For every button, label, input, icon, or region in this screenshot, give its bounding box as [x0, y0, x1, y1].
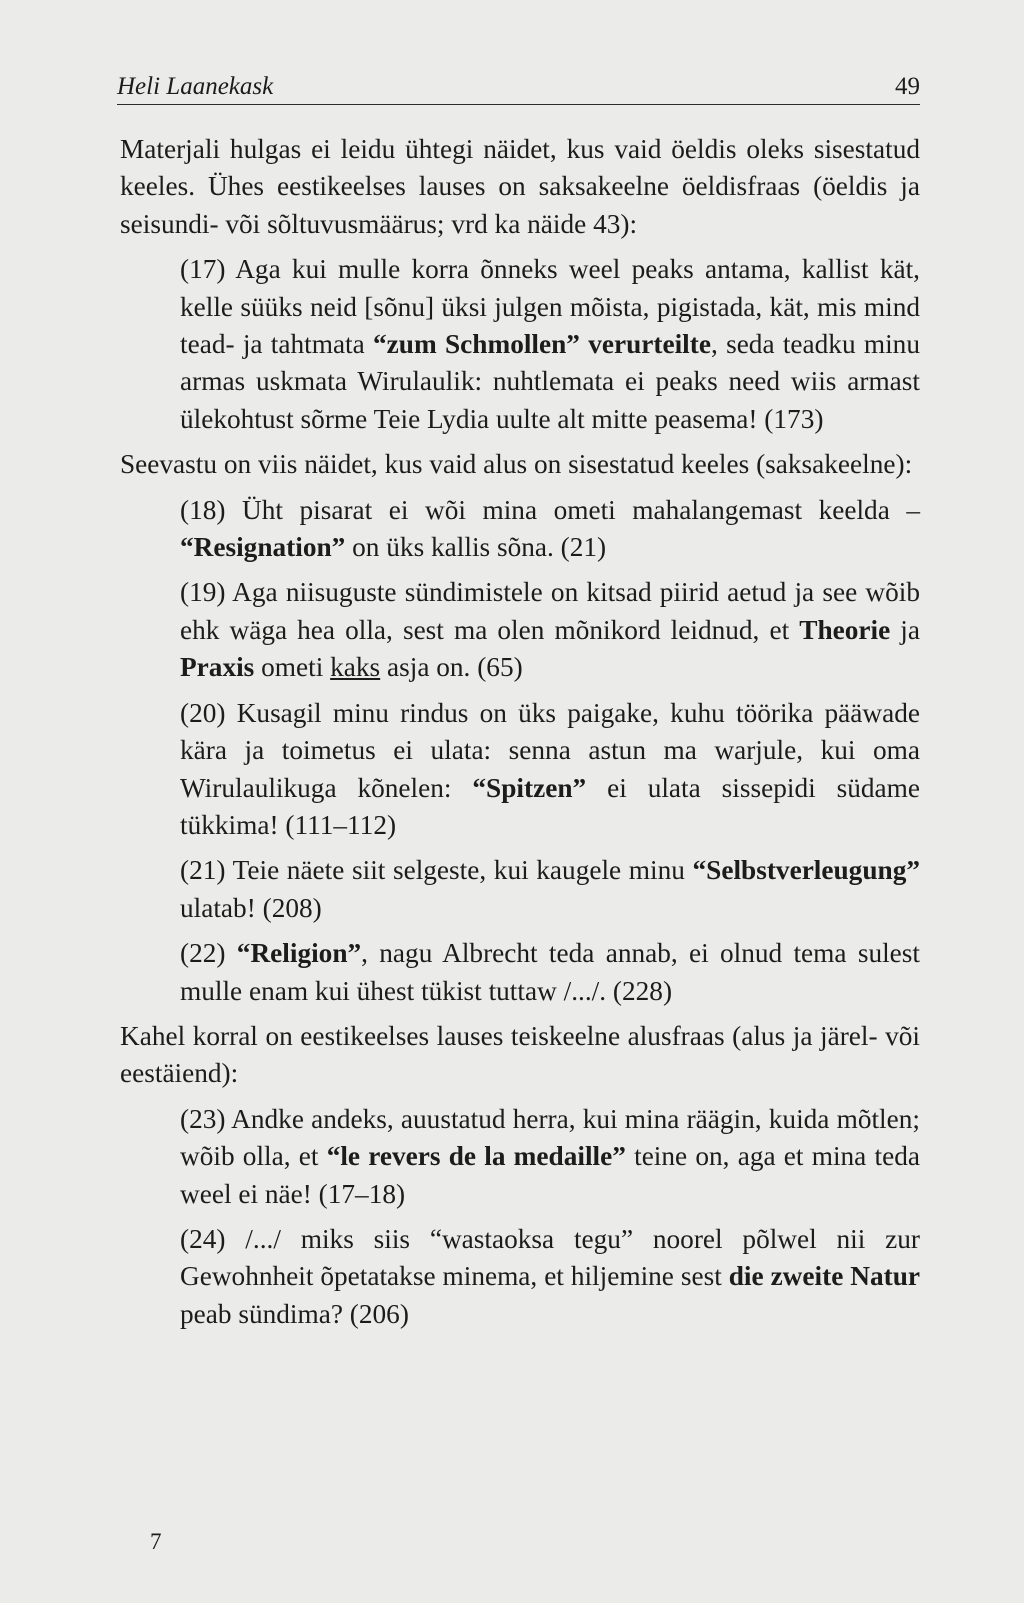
paragraph-intro-1: Materjali hulgas ei leidu ühtegi näidet, kus vaid öeldis oleks sisestatud keeles. Ühes eestikeelses lauses on saksakeelne öeldisfraas (öeldis ja seisundi- või sõltuvusmäärus; vrd ka näide 43): [120, 134, 920, 239]
foreign-phrase: “le revers de la medaille” [326, 1141, 626, 1172]
example-number: (24) [180, 1223, 226, 1254]
example-text: Kusagil minu rindus on üks paigake, kuhu töörika pääwade kära ja toimetus ei ulata: senna astun ma warjule, kui oma Wirulaulikuga kõnelen: [180, 697, 920, 803]
example-text: Aga kui mulle korra õnneks weel peaks antama, kallist kät, kelle süüks neid [sõnu] üksi julgen mõista, pigistada, kät, mis mind tead- ja tahtmata [180, 254, 920, 360]
example-text: Andke andeks, auustatud herra, kui mina räägin, kuida mõtlen; wõib olla, et [180, 1103, 920, 1172]
example-18 [180, 492, 920, 567]
foreign-phrase: “Resignation” [180, 532, 346, 563]
example-text: Aga niisuguste sündimistele on kitsad piirid aetud ja see wõib ehk wäga hea olla, sest ma olen mõnikord leidnud, et [180, 577, 920, 645]
example-23 [180, 1101, 920, 1213]
signature-mark: 7 [150, 1529, 162, 1554]
example-number: (18) [180, 494, 226, 525]
example-text: ei ulata sissepidi südame tükkima! (111–112) [180, 772, 920, 840]
example-text: , nagu Albrecht teda annab, ei olnud tema sulest mulle enam kui ühest tükist tuttaw /.../. (228) [180, 938, 921, 1006]
example-number: (20) [180, 697, 226, 728]
example-text: on üks kallis sõna. (21) [345, 532, 607, 563]
example-text: ometi [254, 652, 331, 683]
example-text: teine on, aga et mina teda weel ei näe! (17–18) [180, 1141, 920, 1209]
example-text: Teie näete siit selgeste, kui kaugele minu [232, 855, 693, 886]
foreign-phrase: “zum Schmollen” verurteilte [373, 329, 711, 360]
header-page-number: 49 [895, 73, 920, 100]
underlined-word: kaks [330, 652, 381, 683]
example-text: peab sündima? (206) [180, 1298, 409, 1329]
paragraph-intro-2: Seevastu on viis näidet, kus vaid alus on sisestatud keeles (saksakeelne): [120, 449, 913, 480]
example-number: (19) [180, 577, 226, 608]
example-21 [180, 852, 920, 927]
foreign-phrase: Praxis [180, 652, 255, 683]
header-author: Heli Laanekask [117, 73, 274, 100]
example-22 [180, 935, 920, 1010]
body-text [120, 131, 920, 1341]
example-number: (22) [180, 938, 226, 969]
foreign-phrase: “Selbstverleugung” [692, 855, 920, 886]
example-number: (21) [180, 855, 226, 886]
example-number: (17) [180, 254, 226, 285]
example-text: , seda teadku minu armas uskmata Wirulaulik: nuhtlemata ei peaks need wiis armast ülekohtust sõrme Teie Lydia uulte alt mitte peasema! (173) [180, 329, 920, 434]
example-number: (23) [180, 1103, 226, 1134]
foreign-phrase: Theorie [799, 614, 891, 645]
example-19 [180, 574, 920, 686]
foreign-phrase: die zweite Natur [728, 1261, 920, 1292]
foreign-phrase: “Religion” [236, 938, 362, 969]
example-text: ulatab! (208) [180, 892, 322, 923]
example-text: ja [890, 614, 920, 645]
paragraph-intro-3: Kahel korral on eestikeelses lauses teiskeelne alusfraas (alus ja järel- või eestäiend): [120, 1020, 920, 1089]
example-text: Üht pisarat ei wõi mina ometi mahalangemast keelda – [242, 494, 920, 525]
example-text: asja on. (65) [380, 652, 523, 683]
foreign-phrase: “Spitzen” [472, 772, 587, 803]
example-17 [180, 251, 920, 438]
running-header [117, 72, 920, 105]
example-24 [180, 1221, 920, 1333]
example-text: /.../ miks siis “wastaoksa tegu” noorel põlwel nii zur Gewohnheit õpetatakse minema, et hiljemine sest [180, 1223, 920, 1292]
example-20 [180, 695, 920, 845]
